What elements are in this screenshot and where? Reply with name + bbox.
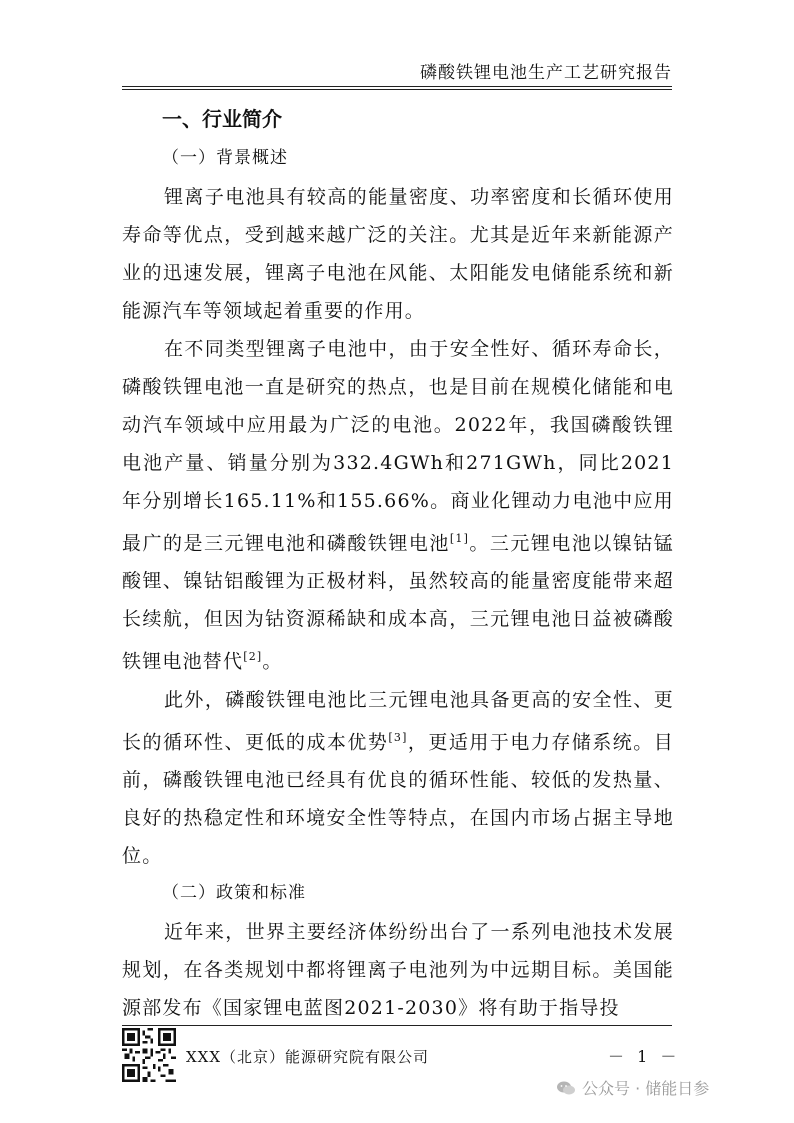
header-divider	[122, 86, 672, 87]
subsection-title-policy: （二）政策和标准	[162, 882, 306, 903]
document-body	[122, 104, 674, 1027]
qr-code-icon	[122, 1028, 176, 1082]
footer-company-name: XXX（北京）能源研究院有限公司	[186, 1048, 430, 1066]
header-divider-secondary	[122, 89, 672, 90]
paragraph-1: 锂离子电池具有较高的能量密度、功率密度和长循环使用寿命等优点，受到越来越广泛的关注。尤其是近年来新能源产业的迅速发展，锂离子电池在风能、太阳能发电储能系统和新能源汽车等领域起着重要的作用。	[122, 186, 674, 322]
paragraph-3-text-b: ，更适用于电力存储系统。目前，磷酸铁锂电池已经具有优良的循环性能、较低的发热量、良好的热稳定性和环境安全性等特点，在国内市场占据主导地位。	[122, 730, 674, 867]
paragraph-3-text-a: 此外，磷酸铁锂电池比三元锂电池具备更高的安全性、更长的循环性、更低的成本优势	[122, 688, 674, 753]
page-number: － 1 －	[608, 1047, 681, 1066]
wechat-icon	[556, 1080, 576, 1096]
watermark	[556, 1076, 709, 1099]
paragraph-3	[122, 681, 674, 875]
paragraph-2-text-c: 。	[262, 650, 283, 673]
section-title: 一、行业简介	[162, 107, 282, 131]
subsection-title-background: （一）背景概述	[162, 148, 288, 168]
watermark-text: 公众号 · 储能日参	[582, 1079, 710, 1098]
reference-3[interactable]: [3]	[388, 730, 408, 744]
footer-divider	[122, 1025, 672, 1026]
page-header-title: 磷酸铁锂电池生产工艺研究报告	[420, 63, 672, 83]
paragraph-4: 近年来，世界主要经济体纷纷出台了一系列电池技术发展规划，在各类规划中都将锂离子电池列为中远期目标。美国能源部发布《国家锂电蓝图2021-2030》将有助于指导投	[122, 920, 674, 1019]
paragraph-2	[122, 330, 674, 681]
paragraph-2-text-b: 。三元锂电池以镍钴锰酸锂、镍钴铝酸锂为正极材料，虽然较高的能量密度能带来超长续航，但因为钴资源稀缺和成本高，三元锂电池日益被磷酸铁锂电池替代	[122, 532, 674, 673]
reference-2[interactable]: [2]	[243, 650, 263, 664]
paragraph-2-text-a: 在不同类型锂离子电池中，由于安全性好、循环寿命长，磷酸铁锂电池一直是研究的热点，也是目前在规模化储能和电动汽车领域中应用最为广泛的电池。2022年，我国磷酸铁锂电池产量、销量分别为332.4GWh和271GWh，同比2021年分别增长165.11%和155.66%。商业化锂动力电池中应用最广的是三元锂电池和磷酸铁锂电池	[122, 338, 674, 555]
reference-1[interactable]: [1]	[449, 532, 470, 545]
